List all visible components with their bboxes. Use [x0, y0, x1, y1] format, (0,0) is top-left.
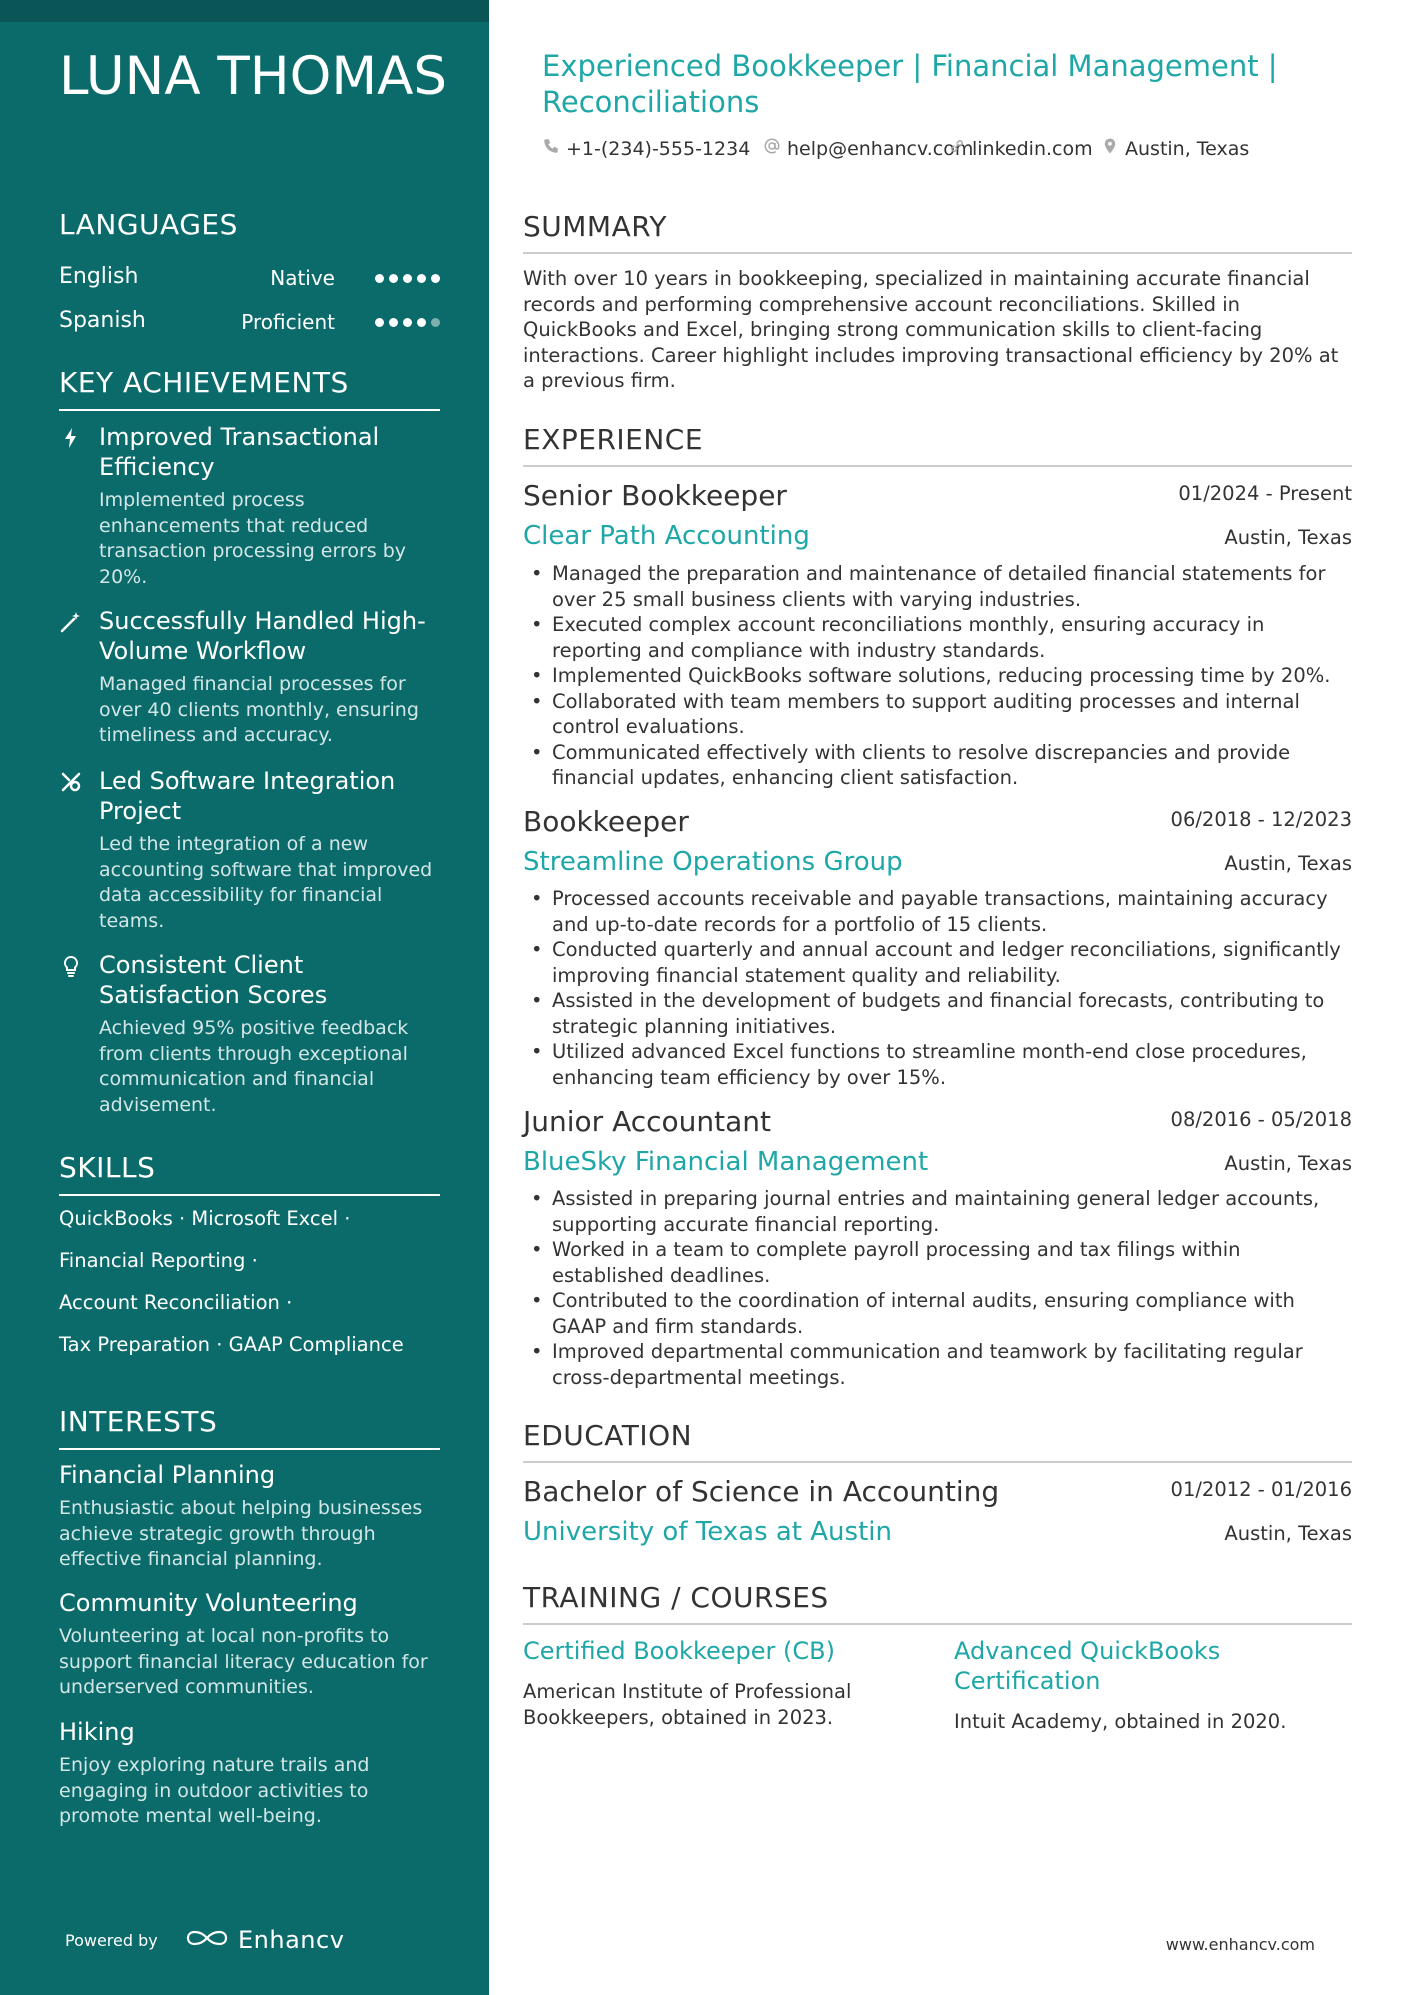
degree-title: Bachelor of Science in Accounting — [523, 1475, 1000, 1508]
achievement-item — [59, 766, 440, 956]
interest-desc: Volunteering at local non-profits to support financial literacy education for underserved communities. — [59, 1625, 428, 1698]
list-item: • Worked in a team to complete payroll processing and tax filings within established deadlines. — [523, 1237, 1352, 1288]
job-company: Clear Path Accounting — [523, 521, 810, 551]
job-company: BlueSky Financial Management — [523, 1147, 929, 1177]
summary-heading: SUMMARY — [523, 210, 1352, 254]
skills-line: Tax Preparation · GAAP Compliance — [59, 1333, 404, 1356]
achievement-title: Led Software Integration Project — [99, 767, 396, 825]
language-rating — [375, 274, 440, 283]
language-row — [59, 308, 440, 338]
job-title: Senior Bookkeeper — [523, 479, 787, 512]
at-icon — [763, 137, 781, 160]
email-text: help@enhancv.com — [787, 137, 974, 160]
enhancv-logo[interactable] — [184, 1926, 344, 1954]
list-item: • Executed complex account reconciliations monthly, ensuring accuracy in reporting and compliance with industry standards. — [523, 612, 1352, 663]
course-desc: American Institute of Professional Bookkeepers, obtained in 2023. — [523, 1680, 852, 1729]
job-bullets — [523, 886, 1352, 1090]
contact-email[interactable] — [763, 137, 973, 160]
interest-desc: Enthusiastic about helping businesses achieve strategic growth through effective financial planning. — [59, 1497, 423, 1570]
job-location: Austin, Texas — [1224, 852, 1352, 875]
achievement-title: Improved Transactional Efficiency — [99, 423, 380, 481]
rating-dot-empty — [431, 318, 440, 327]
list-item: • Conducted quarterly and annual account and ledger reconciliations, significantly improving financial statement quality and reliability. — [523, 937, 1352, 988]
skills-heading: SKILLS — [59, 1151, 440, 1196]
magic-wand-icon — [59, 610, 83, 634]
skills-line: QuickBooks · Microsoft Excel · — [59, 1207, 351, 1230]
interest-title: Financial Planning — [59, 1461, 276, 1489]
languages-section — [59, 208, 440, 338]
phone-text: +1-(234)-555-1234 — [566, 137, 751, 160]
languages-heading: LANGUAGES — [59, 208, 238, 241]
lightning-icon — [59, 426, 83, 450]
list-item: • Processed accounts receivable and payable transactions, maintaining accuracy and up-to-date records for a portfolio of 15 clients. — [523, 886, 1352, 937]
language-name: English — [59, 264, 139, 289]
achievements-section — [59, 366, 440, 1126]
sidebar-top-bar — [0, 0, 489, 22]
list-item: • Managed the preparation and maintenance of detailed financial statements for over 25 small business clients with varying industries. — [523, 561, 1352, 612]
job-company: Streamline Operations Group — [523, 847, 903, 877]
powered-by-label: Powered by — [65, 1931, 158, 1950]
language-rating — [375, 318, 440, 327]
summary-text: With over 10 years in bookkeeping, specialized in maintaining accurate financial records and performing comprehensive account reconciliations. Skilled in QuickBooks and Excel, bringing strong communication skills to client-facing interactions. Career highlight includes improving transactional efficiency by 20% at a previous firm. — [523, 267, 1339, 392]
education-dates: 01/2012 - 01/2016 — [1170, 1478, 1352, 1501]
job-location: Austin, Texas — [1224, 526, 1352, 549]
job-title: Bookkeeper — [523, 805, 689, 838]
linkedin-text: linkedin.com — [972, 137, 1093, 160]
sidebar — [0, 0, 489, 1995]
achievement-desc: Implemented process enhancements that reduced transaction processing errors by 20%. — [99, 489, 407, 588]
achievement-title: Successfully Handled High-Volume Workflow — [99, 607, 426, 665]
job-title: Junior Accountant — [523, 1105, 772, 1138]
job-dates: 08/2016 - 05/2018 — [1170, 1108, 1352, 1131]
rating-dot-filled — [389, 274, 398, 283]
language-level: Proficient — [241, 310, 335, 334]
language-level: Native — [270, 266, 335, 290]
rating-dot-filled — [375, 274, 384, 283]
list-item: • Communicated effectively with clients to resolve discrepancies and provide financial updates, enhancing client satisfaction. — [523, 740, 1352, 791]
list-item: • Utilized advanced Excel functions to streamline month-end close procedures, enhancing team efficiency by over 15%. — [523, 1039, 1352, 1090]
job-bullets — [523, 1186, 1352, 1390]
list-item: • Contributed to the coordination of internal audits, ensuring compliance with GAAP and firm standards. — [523, 1288, 1352, 1339]
job-bullets — [523, 561, 1352, 791]
lightbulb-icon — [59, 954, 83, 978]
training-heading: TRAINING / COURSES — [523, 1581, 1352, 1625]
interests-section — [59, 1405, 440, 1845]
skills-section — [59, 1151, 440, 1371]
interest-title: Hiking — [59, 1718, 135, 1746]
location-pin-icon — [1101, 137, 1119, 160]
enhancv-logo-icon — [184, 1926, 230, 1954]
achievement-item — [59, 950, 440, 1130]
interest-desc: Enjoy exploring nature trails and engaging in outdoor activities to promote mental well-being. — [59, 1754, 370, 1827]
headline: Experienced Bookkeeper | Financial Management | Reconciliations — [542, 49, 1278, 119]
phone-icon — [542, 137, 560, 160]
list-item: • Collaborated with team members to support auditing processes and internal control evaluations. — [523, 689, 1352, 740]
tools-icon — [59, 770, 83, 794]
job-dates: 06/2018 - 12/2023 — [1170, 808, 1352, 831]
rating-dot-filled — [375, 318, 384, 327]
rating-dot-filled — [403, 274, 412, 283]
link-icon — [948, 137, 966, 160]
experience-heading: EXPERIENCE — [523, 423, 1352, 467]
skills-line: Financial Reporting · — [59, 1249, 258, 1272]
website-link[interactable]: www.enhancv.com — [1165, 1935, 1315, 1954]
rating-dot-filled — [417, 318, 426, 327]
list-item: • Implemented QuickBooks software solutions, reducing processing time by 20%. — [523, 663, 1352, 689]
course-title: Certified Bookkeeper (CB) — [523, 1637, 835, 1665]
list-item: • Improved departmental communication and teamwork by facilitating regular cross-departmental meetings. — [523, 1339, 1352, 1390]
course-title: Advanced QuickBooks Certification — [954, 1637, 1221, 1695]
school-name: University of Texas at Austin — [523, 1517, 892, 1547]
rating-dot-filled — [389, 318, 398, 327]
achievement-item — [59, 422, 440, 602]
list-item: • Assisted in the development of budgets and financial forecasts, contributing to strategic planning initiatives. — [523, 988, 1352, 1039]
candidate-name: LUNA THOMAS — [59, 46, 448, 107]
contact-linkedin[interactable] — [948, 137, 1093, 160]
achievement-desc: Managed financial processes for over 40 clients monthly, ensuring timeliness and accuracy. — [99, 673, 419, 746]
job-location: Austin, Texas — [1224, 1152, 1352, 1175]
job-dates: 01/2024 - Present — [1178, 482, 1352, 505]
contact-phone[interactable] — [542, 137, 750, 160]
contact-location — [1101, 137, 1249, 160]
enhancv-brand: Enhancv — [238, 1926, 345, 1954]
course-desc: Intuit Academy, obtained in 2020. — [954, 1710, 1287, 1733]
language-row — [59, 264, 440, 294]
achievement-item — [59, 606, 440, 766]
main-content — [489, 0, 1410, 1995]
achievement-title: Consistent Client Satisfaction Scores — [99, 951, 328, 1009]
rating-dot-filled — [431, 274, 440, 283]
rating-dot-filled — [417, 274, 426, 283]
location-text: Austin, Texas — [1125, 137, 1250, 160]
education-heading: EDUCATION — [523, 1419, 1352, 1463]
skills-line: Account Reconciliation · — [59, 1291, 293, 1314]
education-location: Austin, Texas — [1224, 1522, 1352, 1545]
list-item: • Assisted in preparing journal entries and maintaining general ledger accounts, supporting accurate financial reporting. — [523, 1186, 1352, 1237]
rating-dot-filled — [403, 318, 412, 327]
interests-heading: INTERESTS — [59, 1405, 440, 1450]
achievement-desc: Led the integration of a new accounting software that improved data accessibility for financial teams. — [99, 833, 433, 932]
achievements-heading: KEY ACHIEVEMENTS — [59, 366, 440, 411]
achievement-desc: Achieved 95% positive feedback from clients through exceptional communication and financial advisement. — [99, 1017, 409, 1116]
interest-title: Community Volunteering — [59, 1589, 358, 1617]
language-name: Spanish — [59, 308, 146, 333]
